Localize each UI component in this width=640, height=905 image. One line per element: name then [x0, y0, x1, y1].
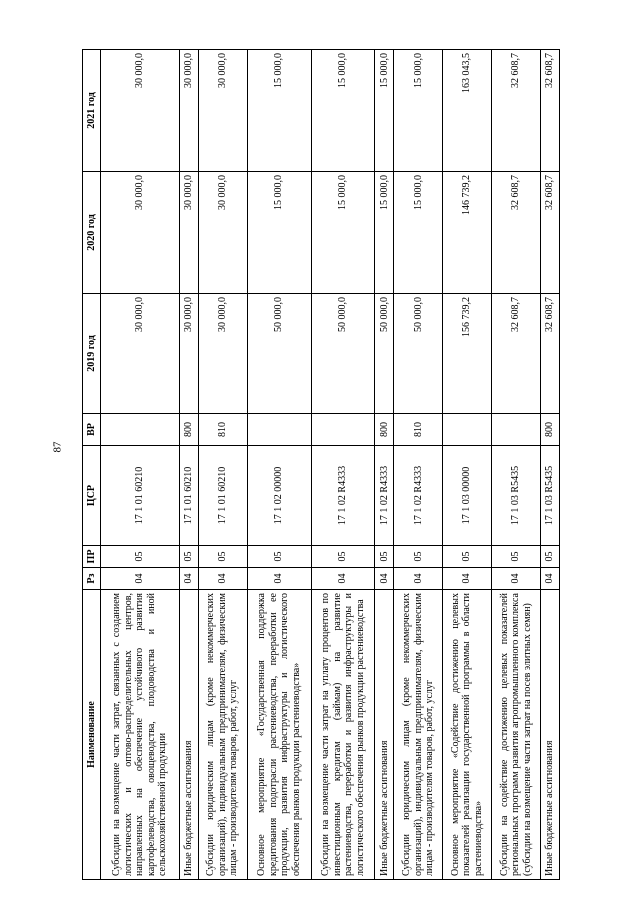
row-2019: 50 000,0	[394, 294, 443, 414]
row-rz: 04	[198, 568, 247, 590]
row-2020: 15 000,0	[311, 172, 375, 294]
table-row	[375, 50, 394, 880]
row-vr	[247, 414, 311, 446]
row-name: Иные бюджетные ассигнования	[179, 590, 198, 880]
row-rz: 04	[541, 568, 560, 590]
row-2019: 50 000,0	[247, 294, 311, 414]
row-name: Субсидии юридическим лицам (кроме некоммерческих организаций), индивидуальным предпринимателям, физическим лицам - производителям товаров, работ, услуг	[394, 590, 443, 880]
header-2021: 2021 год	[83, 50, 101, 172]
row-2021: 30 000,0	[179, 50, 198, 172]
header-name: Наименование	[83, 590, 101, 880]
row-2020: 15 000,0	[394, 172, 443, 294]
row-name: Основное мероприятие «Государственная поддержка кредитования подотрасли растениеводства, переработки ее продукции, развития инфраструктуры и логистического обеспечения рынков продукции растениеводства»	[247, 590, 311, 880]
row-name: Иные бюджетные ассигнования	[375, 590, 394, 880]
table-row	[311, 50, 375, 880]
row-csr: 17 1 02 R4333	[311, 446, 375, 546]
row-vr: 800	[541, 414, 560, 446]
row-2019: 32 608,7	[541, 294, 560, 414]
table-row	[247, 50, 311, 880]
row-pr: 05	[247, 546, 311, 568]
row-name: Субсидии на возмещение части затрат, связанных с созданием логистических и оптово-распределительных центров, направленных на обеспечение устойчивого развития картофелеводства, овощеводства, плодоводства и иной сельскохозяйственной продукции	[101, 590, 180, 880]
row-2019: 32 608,7	[492, 294, 541, 414]
row-pr: 05	[394, 546, 443, 568]
header-csr: ЦСР	[83, 446, 101, 546]
row-rz: 04	[247, 568, 311, 590]
table-row	[443, 50, 492, 880]
row-2019: 50 000,0	[375, 294, 394, 414]
row-2021: 32 608,7	[492, 50, 541, 172]
row-vr: 800	[375, 414, 394, 446]
row-pr: 05	[541, 546, 560, 568]
row-name: Основное мероприятие «Содействие достижению целевых показателей реализации государственной программы в области растениеводства»	[443, 590, 492, 880]
row-2021: 15 000,0	[394, 50, 443, 172]
row-csr: 17 1 03 R5435	[541, 446, 560, 546]
row-2019: 30 000,0	[179, 294, 198, 414]
row-pr: 05	[311, 546, 375, 568]
row-name: Субсидии на возмещение части затрат на уплату процентов по инвестиционным кредитам (займам) на развитие растениеводства, переработки и развития инфраструктуры и логистического обеспечения рынков продукции растениеводства	[311, 590, 375, 880]
row-rz: 04	[311, 568, 375, 590]
row-vr: 800	[179, 414, 198, 446]
row-2020: 30 000,0	[179, 172, 198, 294]
row-rz: 04	[394, 568, 443, 590]
row-csr: 17 1 03 00000	[443, 446, 492, 546]
row-csr: 17 1 03 R5435	[492, 446, 541, 546]
page-number: 87	[51, 441, 64, 453]
table-row	[394, 50, 443, 880]
table-row	[101, 50, 180, 880]
row-name: Субсидии юридическим лицам (кроме некоммерческих организаций), индивидуальным предпринимателям, физическим лицам - производителям товаров, работ, услуг	[198, 590, 247, 880]
row-2021: 30 000,0	[101, 50, 180, 172]
row-2021: 15 000,0	[375, 50, 394, 172]
rotated-table-container	[82, 50, 560, 880]
row-csr: 17 1 01 60210	[179, 446, 198, 546]
row-csr: 17 1 02 00000	[247, 446, 311, 546]
row-vr	[311, 414, 375, 446]
row-rz: 04	[101, 568, 180, 590]
row-2019: 50 000,0	[311, 294, 375, 414]
row-rz: 04	[179, 568, 198, 590]
header-rz: Рз	[83, 568, 101, 590]
table-row	[198, 50, 247, 880]
row-vr	[443, 414, 492, 446]
row-rz: 04	[492, 568, 541, 590]
row-2021: 15 000,0	[247, 50, 311, 172]
row-2021: 163 043,5	[443, 50, 492, 172]
row-pr: 05	[101, 546, 180, 568]
row-vr	[492, 414, 541, 446]
table-row	[541, 50, 560, 880]
budget-table	[82, 49, 560, 880]
row-csr: 17 1 01 60210	[101, 446, 180, 546]
header-2019: 2019 год	[83, 294, 101, 414]
row-vr: 810	[394, 414, 443, 446]
row-2020: 30 000,0	[198, 172, 247, 294]
row-2020: 15 000,0	[375, 172, 394, 294]
row-csr: 17 1 02 R4333	[394, 446, 443, 546]
row-2021: 15 000,0	[311, 50, 375, 172]
row-2020: 32 608,7	[492, 172, 541, 294]
row-2019: 156 739,2	[443, 294, 492, 414]
row-2021: 32 608,7	[541, 50, 560, 172]
row-csr: 17 1 02 R4333	[375, 446, 394, 546]
row-rz: 04	[443, 568, 492, 590]
row-pr: 05	[492, 546, 541, 568]
row-pr: 05	[198, 546, 247, 568]
row-rz: 04	[375, 568, 394, 590]
table-row	[179, 50, 198, 880]
row-pr: 05	[179, 546, 198, 568]
row-pr: 05	[443, 546, 492, 568]
row-2020: 30 000,0	[101, 172, 180, 294]
row-2020: 15 000,0	[247, 172, 311, 294]
table-header-row	[83, 50, 101, 880]
row-2020: 32 608,7	[541, 172, 560, 294]
row-vr	[101, 414, 180, 446]
row-vr: 810	[198, 414, 247, 446]
row-csr: 17 1 01 60210	[198, 446, 247, 546]
row-2021: 30 000,0	[198, 50, 247, 172]
table-row	[492, 50, 541, 880]
row-2020: 146 739,2	[443, 172, 492, 294]
header-pr: ПР	[83, 546, 101, 568]
row-2019: 30 000,0	[101, 294, 180, 414]
row-name: Иные бюджетные ассигнования	[541, 590, 560, 880]
header-2020: 2020 год	[83, 172, 101, 294]
row-name: Субсидии на содействие достижению целевых показателей региональных программ развития агропромышленного комплекса (субсидии на возмещение части затрат на посев элитных семян)	[492, 590, 541, 880]
header-vr: ВР	[83, 414, 101, 446]
row-2019: 30 000,0	[198, 294, 247, 414]
row-pr: 05	[375, 546, 394, 568]
